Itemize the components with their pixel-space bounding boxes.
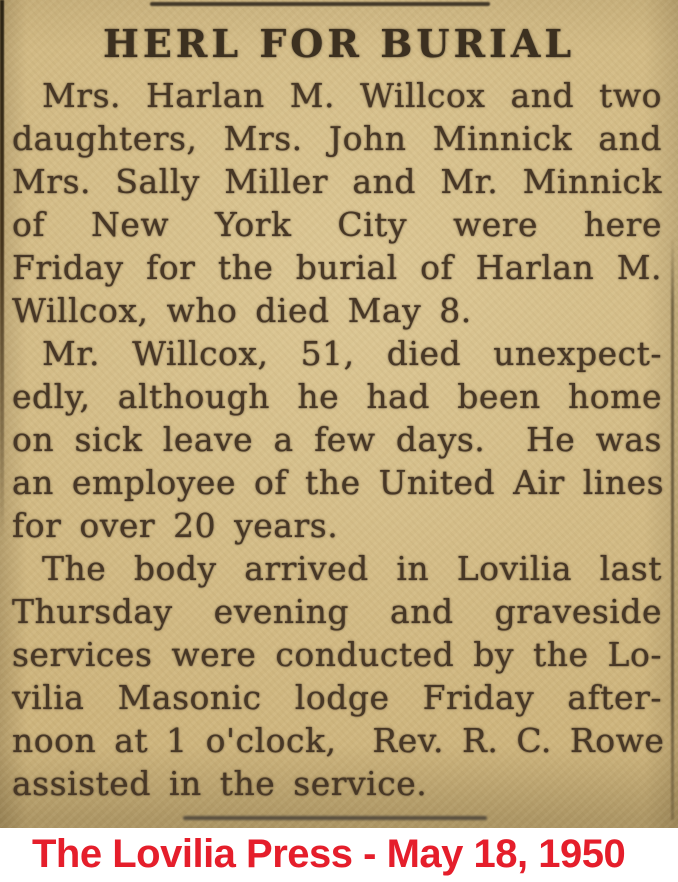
article-line: Mrs. Harlan M. Willcox and two — [42, 76, 662, 115]
article-line: Friday for the burial of Harlan M. — [12, 248, 662, 287]
article-line: Thursday evening and graveside — [12, 592, 662, 631]
bottom-column-rule — [183, 816, 487, 820]
article-line: The body arrived in Lovilia last — [42, 549, 662, 588]
article-line: Mr. Willcox, 51, died unexpect- — [42, 334, 662, 373]
article-line: services were conducted by the Lo- — [12, 635, 662, 674]
caption-text: The Lovilia Press - May 18, 1950 — [32, 832, 626, 876]
article-line: assisted in the service. — [12, 764, 428, 803]
left-edge-fold-line — [0, 0, 4, 540]
article-line: an employee of the United Air lines — [12, 463, 665, 502]
article-line: for over 20 years. — [12, 506, 339, 545]
top-column-rule — [150, 2, 490, 6]
caption-bar — [0, 828, 678, 882]
article-line: edly, although he had been home — [12, 377, 662, 416]
article-line: on sick leave a few days. He was — [12, 420, 662, 459]
article-line: daughters, Mrs. John Minnick and — [12, 119, 662, 158]
article-body — [12, 74, 665, 805]
article-line: noon at 1 o'clock, Rev. R. C. Rowe — [12, 721, 665, 760]
right-edge-fold-line — [671, 235, 674, 820]
article-headline: HERL FOR BURIAL — [102, 21, 576, 66]
article-line: Willcox, who died May 8. — [12, 291, 472, 330]
article-line: vilia Masonic lodge Friday after- — [12, 678, 662, 717]
article-line: of New York City were here — [12, 205, 662, 244]
article-line: Mrs. Sally Miller and Mr. Minnick — [12, 162, 662, 201]
